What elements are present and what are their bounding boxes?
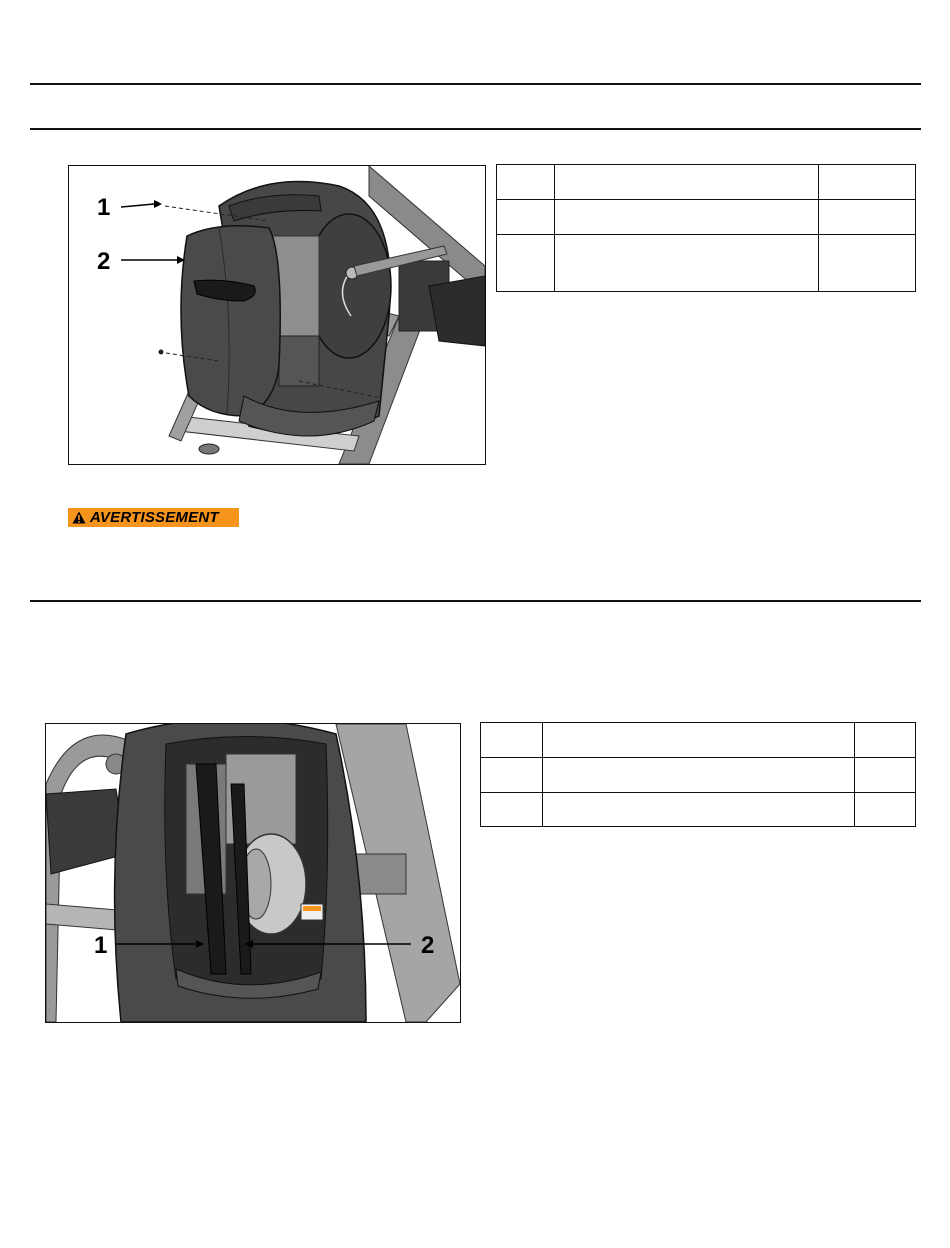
- warning-triangle-icon: [72, 511, 86, 524]
- table-row: [481, 758, 916, 793]
- table-row: [497, 235, 916, 292]
- section-rule: [30, 600, 921, 602]
- elliptical-cover-illustration: [69, 166, 485, 464]
- figure-belt-inspection: [45, 723, 461, 1023]
- table-row: [481, 723, 916, 758]
- parts-table-1: [496, 164, 916, 292]
- figure-cover-removal: [68, 165, 486, 465]
- callout-2: 2: [97, 248, 111, 275]
- warning-label: AVERTISSEMENT: [90, 509, 219, 526]
- warning-badge: [68, 508, 239, 527]
- table-row: [497, 165, 916, 200]
- header-rule-top: [30, 83, 921, 85]
- header-rule-bottom: [30, 128, 921, 130]
- callout-1: 1: [94, 932, 108, 959]
- callout-2: 2: [421, 932, 435, 959]
- table-row: [497, 200, 916, 235]
- parts-table-2: [480, 722, 916, 827]
- belt-illustration: [46, 724, 460, 1022]
- callout-1: 1: [97, 194, 111, 221]
- table-row: [481, 793, 916, 827]
